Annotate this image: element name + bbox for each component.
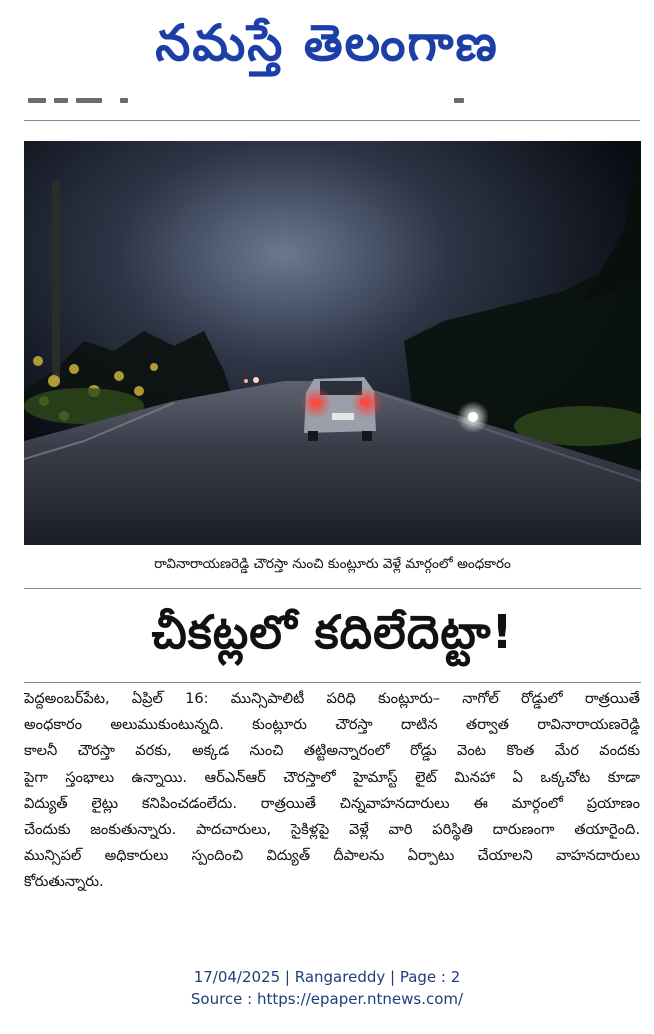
masthead (0, 8, 654, 78)
article-line: అంధకారం అలుముకుంటున్నది. కుంట్లూరు చౌరస్తా దాటిన తర్వాత రావినారాయణరెడ్డి (24, 716, 640, 734)
article-line: పైగా స్తంభాలు ఉన్నాయి. ఆర్ఎన్ఆర్ చౌరస్తాలో హైమాస్ట్ లైట్ మినహా ఏ ఒక్కచోట కూడా (24, 768, 640, 786)
headline-divider (24, 682, 641, 683)
photo-caption: రావినారాయణరెడ్డి చౌరస్తా నుంచి కుంట్లూరు వెళ్లే మార్గంలో అంధకారం (154, 556, 511, 572)
article-line: చేందుకు జంకుతున్నారు. పాదచారులు, సైకిళ్లపై వెళ్లే వారి పరిస్థితి దారుణంగా తయారైంది. (24, 820, 640, 838)
footer-date-edition: 17/04/2025 | Rangareddy | Page : 2 (193, 968, 461, 986)
page-footer (0, 966, 654, 1010)
footer-source: Source : https://epaper.ntnews.com/ (190, 990, 464, 1008)
article-line: కాలనీ చౌరస్తా వరకు, అక్కడ నుంచి తట్టిఅన్నారంలో రోడ్డు వెంట కొంత మేర వందకు (24, 742, 640, 760)
night-road-image (24, 141, 641, 545)
news-photo (24, 141, 641, 545)
newspaper-logo: నమస్తే తెలంగాణ (155, 14, 499, 72)
article-line: కోరుతున్నారు. (24, 873, 104, 891)
article-line: పెద్దఅంబర్‌పేట, ఏప్రిల్ 16: మున్సిపాలిటీ పరిధి కుంట్లూరు– నాగోల్ రోడ్డులో రాత్రయితే (24, 690, 640, 707)
article-body (24, 686, 640, 896)
article-line: మున్సిపల్ అధికారులు స్పందించి విద్యుత్ దీపాలను ఏర్పాటు చేయాలని వాహనదారులు (24, 847, 640, 865)
cropped-text-strip (24, 96, 640, 106)
caption-divider (24, 588, 641, 589)
top-divider (24, 120, 640, 121)
headline: చీకట్లలో కదిలేదెట్టా! (151, 605, 514, 659)
article-line: విద్యుత్ లైట్లు కనిపించడంలేదు. రాత్రయితే చిన్నవాహనదారులు ఈ మార్గంలో ప్రయాణం (24, 794, 640, 812)
